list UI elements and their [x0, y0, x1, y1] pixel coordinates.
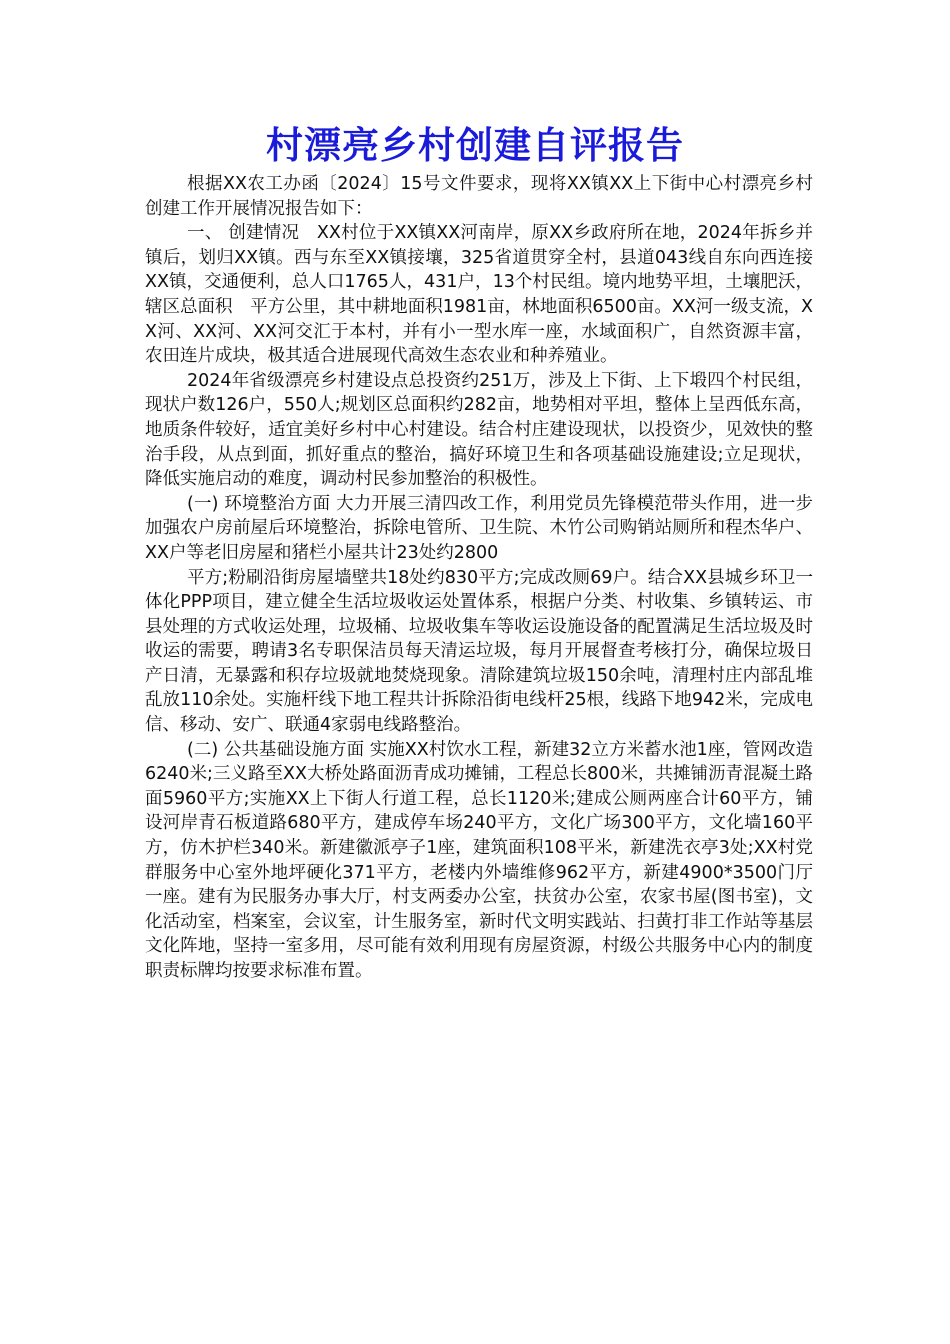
- paragraph-intro: 根据XX农工办函〔2024〕15号文件要求，现将XX镇XX上下街中心村漂亮乡村创建工作开展情况报告如下：: [145, 174, 813, 219]
- paragraph-overview: 一、 创建情况 XX村位于XX镇XX河南岸，原XX乡政府所在地，2024年拆乡并镇后，划归XX镇。西与东至XX镇接壤，325省道贯穿全村，县道043线自东向西连接XX镇，交通便利，总人口1765人，431户，13个村民组。境内地势平坦，土壤肥沃，辖区总面积 平方公里，其中耕地面积1981亩，林地面积6500亩。XX河一级支流，XX河、XX河、XX河交汇于本村，并有小一型水库一座，水域面积广，自然资源丰富，农田连片成块，极其适合进展现代高效生态农业和种养殖业。: [145, 223, 813, 367]
- paragraph-environment-cont: 平方;粉刷沿街房屋墙壁共18处约830平方;完成改厕69户。结合XX县城乡环卫一体化PPP项目，建立健全生活垃圾收运处置体系，根据户分类、村收集、乡镇转运、市县处理的方式收运处理，垃圾桶、垃圾收集车等收运设施设备的配置满足生活垃圾及时收运的需要，聘请3名专职保洁员每天清运垃圾，每月开展督查考核打分，确保垃圾日产日清，无暴露和积存垃圾就地焚烧现象。清除建筑垃圾150余吨，清理村庄内部乱堆乱放110余处。实施杆线下地工程共计拆除沿街电线杆25根，线路下地942米，完成电信、移动、安广、联通4家弱电线路整治。: [145, 567, 813, 736]
- paragraph-investment: 2024年省级漂亮乡村建设点总投资约251万，涉及上下街、上下塅四个村民组，现状户数126户，550人;规划区总面积约282亩，地势相对平坦，整体上呈西低东高，地质条件较好，适宜美好乡村中心村建设。结合村庄建设现状，以投资少，见效快的整治手段，从点到面，抓好重点的整治，搞好环境卫生和各项基础设施建设;立足现状，降低实施启动的难度，调动村民参加整治的积极性。: [145, 370, 813, 490]
- document-title: 村漂亮乡村创建自评报告: [266, 123, 684, 167]
- document-body: [145, 172, 813, 984]
- paragraph-infrastructure: (二) 公共基础设施方面 实施XX村饮水工程，新建32立方米蓄水池1座，管网改造6240米;三义路至XX大桥处路面沥青成功摊铺，工程总长800米，共摊铺沥青混凝土路面5960平方;实施XX上下街人行道工程，总长1120米;建成公厕两座合计60平方，铺设河岸青石板道路680平方，建成停车场240平方，文化广场300平方，文化墙160平方，仿木护栏340米。新建徽派亭子1座，建筑面积108平米，新建洗衣亭3处;XX村党群服务中心室外地坪硬化371平方，老楼内外墙维修962平方，新建4900*3500门厅一座。建有为民服务办事大厅，村支两委办公室，扶贫办公室，农家书屋(图书室)，文化活动室，档案室，会议室，计生服务室，新时代文明实践站、扫黄打非工作站等基层文化阵地，坚持一室多用，尽可能有效利用现有房屋资源，村级公共服务中心内的制度职责标牌均按要求标准布置。: [145, 739, 813, 981]
- paragraph-environment: (一) 环境整治方面 大力开展三清四改工作，利用党员先锋模范带头作用，进一步加强农户房前屋后环境整治，拆除电管所、卫生院、木竹公司购销站厕所和程杰华户、XX户等老旧房屋和猪栏小屋共计23处约2800: [145, 493, 813, 563]
